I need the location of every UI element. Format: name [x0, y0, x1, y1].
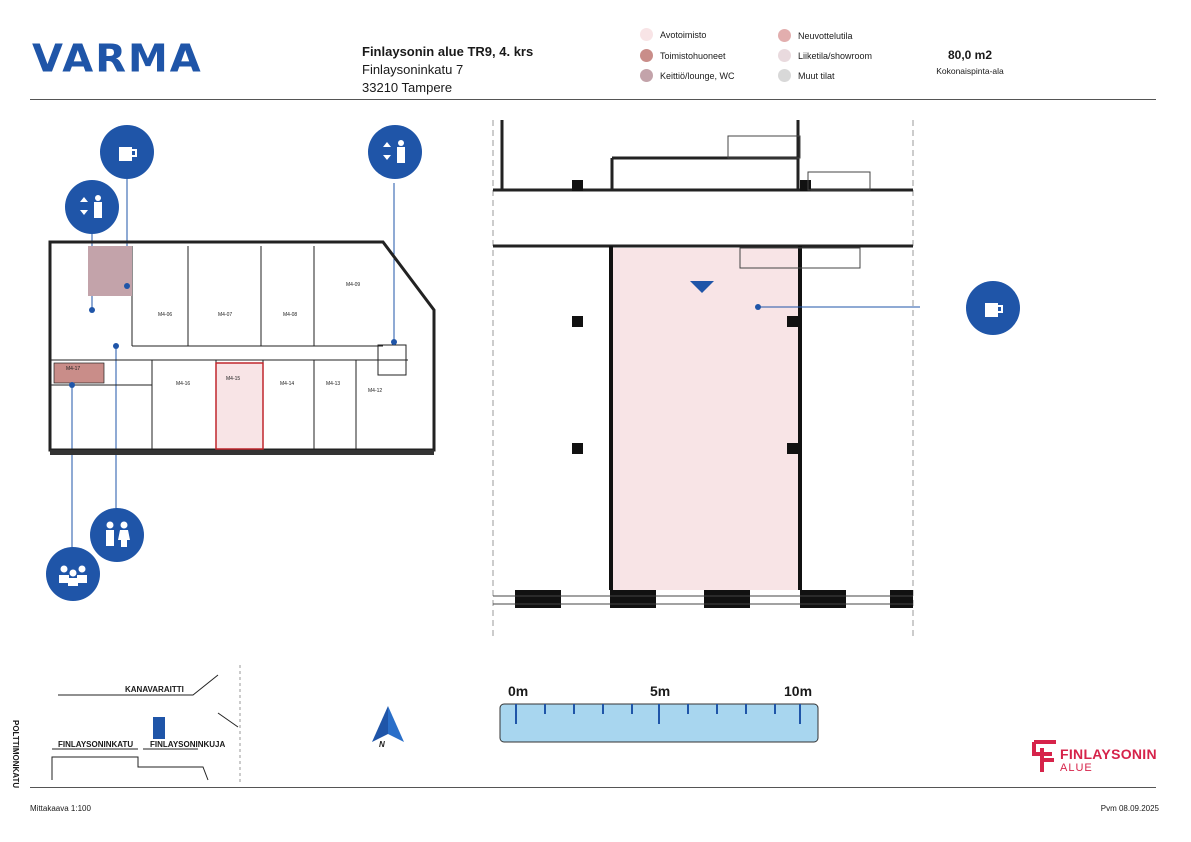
building-title: Finlaysonin alue TR9, 4. krs: [362, 44, 534, 59]
room-label: M4-15: [226, 376, 241, 382]
total-area-label: Kokonaispinta-ala: [936, 66, 1004, 76]
scale-label-0: 0m: [508, 683, 529, 699]
legend-swatch: [640, 49, 653, 62]
scale-note: Mittakaava 1:100: [30, 804, 91, 813]
north-arrow-icon: [368, 704, 408, 750]
finlaysonin-logo-mark: [1032, 738, 1060, 774]
north-label: N: [379, 740, 385, 749]
room-label: M4-17: [66, 366, 81, 372]
elevator-person-icon: [65, 180, 119, 234]
legend-item-meeting: Neuvottelutila: [778, 29, 853, 42]
header-divider: [30, 99, 1156, 100]
legend-swatch: [778, 29, 791, 42]
meeting-icon: [46, 547, 100, 601]
legend-item-kitchen: Keittiö/lounge, WC: [640, 69, 735, 82]
legend-swatch: [640, 69, 653, 82]
scale-label-10: 10m: [784, 683, 813, 699]
room-label: M4-12: [368, 388, 383, 394]
legend-swatch: [778, 49, 791, 62]
room-label: M4-08: [283, 312, 298, 318]
legend-item-offices: Toimistohuoneet: [640, 49, 726, 62]
elevator-person-icon: [368, 125, 422, 179]
street-label: FINLAYSONINKATU: [58, 740, 134, 749]
room-label: M4-16: [176, 381, 191, 387]
room-label: M4-09: [346, 282, 361, 288]
building-marker: [153, 717, 165, 739]
street-address: Finlaysoninkatu 7: [362, 62, 464, 77]
room-label: M4-07: [218, 312, 233, 318]
date-note: Pvm 08.09.2025: [1100, 804, 1159, 813]
scale-label-5: 5m: [650, 683, 671, 699]
room-label: M4-14: [280, 381, 295, 387]
legend-swatch: [640, 28, 653, 41]
street-label: KANAVARAITTI: [125, 685, 184, 694]
total-area-value: 80,0 m2: [947, 48, 993, 62]
room-label: M4-13: [326, 381, 341, 387]
finlaysonin-logo-sub: ALUE: [1060, 762, 1093, 774]
scale-bar: [498, 702, 822, 744]
finlaysonin-logo-text: FINLAYSONIN: [1060, 746, 1157, 762]
room-label: M4-06: [158, 312, 173, 318]
varma-logo: VARMA: [32, 37, 203, 81]
legend-swatch: [778, 69, 791, 82]
leased-space-highlight: [611, 248, 800, 590]
legend-item-other: Muut tilat: [778, 69, 835, 82]
street-label: FINLAYSONINKUJA: [150, 740, 226, 749]
location-map: [28, 665, 248, 785]
postal-address: 33210 Tampere: [362, 80, 453, 95]
street-label: POLTTIMONKATU: [11, 720, 20, 789]
legend-item-showroom: Liiketila/showroom: [778, 49, 872, 62]
cup-icon: [966, 281, 1020, 335]
detail-floorplan: [490, 118, 920, 640]
legend-item-open-office: Avotoimisto: [640, 28, 706, 41]
footer-divider: [30, 787, 1156, 788]
cup-icon: [100, 125, 154, 179]
